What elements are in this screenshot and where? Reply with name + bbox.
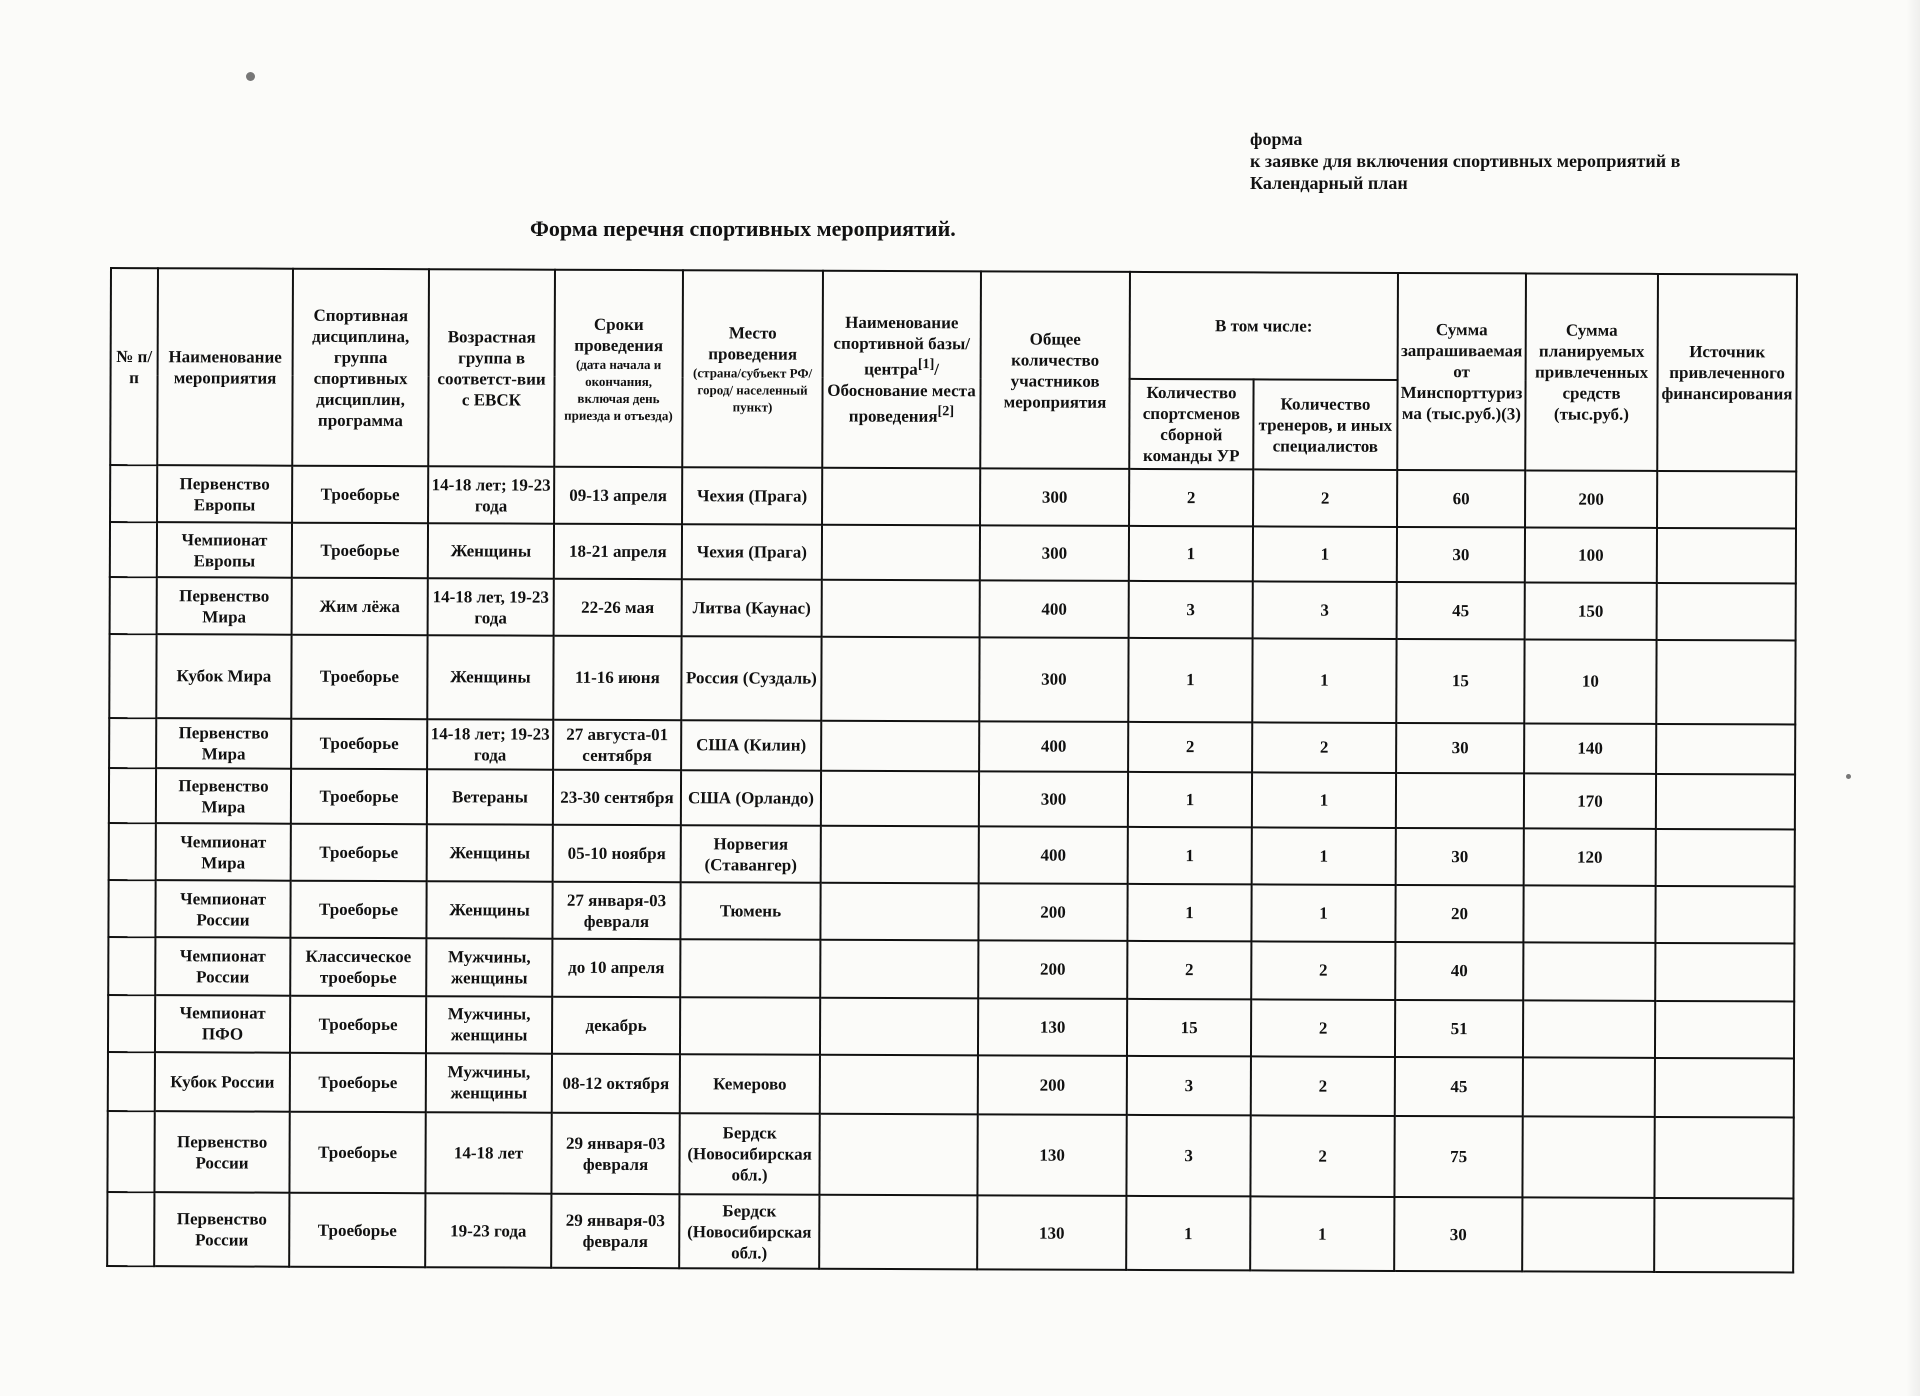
- cell-funding-source: [1656, 640, 1795, 724]
- cell-funding-source: [1655, 1000, 1794, 1058]
- cell-coaches-count: 1: [1253, 527, 1397, 582]
- cell-funding-source: [1655, 886, 1794, 944]
- cell-discipline: Классическое троеборье: [290, 938, 426, 996]
- cell-athletes-count: 15: [1127, 998, 1251, 1056]
- cell-place: Норвегия (Ставангер): [681, 825, 821, 883]
- footnote-ref-1[interactable]: [1]: [917, 356, 935, 373]
- header-athletes-count: Количество спортсменов сборной команды УР: [1129, 379, 1253, 469]
- cell-event-name: Чемпионат Мира: [156, 823, 291, 881]
- cell-age-group: 19-23 года: [425, 1193, 551, 1267]
- cell-requested-amount: 75: [1394, 1116, 1522, 1198]
- form-annotation-line: к заявке для включения спортивных мероприятий в: [1250, 151, 1681, 171]
- cell-total-participants: 200: [978, 884, 1127, 942]
- cell-age-group: Мужчины, женщины: [426, 996, 552, 1054]
- cell-event-name: Кубок Мира: [156, 634, 291, 718]
- cell-sports-base: [822, 525, 980, 581]
- cell-event-name: Первенство России: [154, 1192, 289, 1266]
- header-place: [682, 270, 823, 468]
- cell-planned-amount: 100: [1525, 528, 1657, 583]
- cell-discipline: Троеборье: [290, 995, 426, 1053]
- cell-age-group: Женщины: [427, 824, 553, 882]
- cell-age-group: 14-18 лет; 19-23 года: [428, 466, 554, 524]
- cell-total-participants: 130: [977, 1114, 1126, 1196]
- table-row: [108, 937, 1794, 1001]
- cell-sports-base: [820, 940, 978, 998]
- cell-event-name: Чемпионат Европы: [157, 522, 292, 577]
- header-base-justification: / Обоснование места проведения: [827, 360, 976, 426]
- cell-discipline: Троеборье: [289, 1112, 425, 1194]
- scan-speck: [1846, 774, 1851, 779]
- table-row: [109, 634, 1795, 724]
- header-event-name: Наименование мероприятия: [157, 268, 293, 466]
- cell-total-participants: 200: [978, 941, 1127, 999]
- table-row: [109, 768, 1795, 829]
- cell-num: [110, 465, 157, 522]
- header-planned-amount: Сумма планируемых привлеченных средств (тыс.руб.): [1525, 273, 1658, 471]
- cell-sports-base: [821, 720, 979, 771]
- cell-coaches-count: 2: [1251, 999, 1395, 1057]
- cell-dates: 27 августа-01 сентября: [553, 719, 681, 770]
- cell-discipline: Троеборье: [291, 824, 427, 882]
- cell-dates: 09-13 апреля: [554, 467, 682, 525]
- cell-athletes-count: 1: [1128, 827, 1252, 885]
- table-row: [110, 465, 1796, 529]
- table-row: [107, 1192, 1793, 1272]
- cell-dates: 22-26 мая: [554, 579, 682, 637]
- cell-discipline: Троеборье: [291, 769, 427, 824]
- cell-athletes-count: 2: [1129, 469, 1253, 527]
- table-row: [107, 1111, 1793, 1199]
- scan-edge-shadow: [1906, 0, 1920, 1396]
- header-requested-amount: Сумма запрашиваемая от Минспорттуризма (тыс.руб.)(3): [1397, 273, 1526, 470]
- cell-total-participants: 300: [979, 638, 1128, 722]
- cell-place: Чехия (Прага): [682, 524, 822, 579]
- cell-requested-amount: 30: [1397, 527, 1525, 582]
- cell-athletes-count: 1: [1126, 1196, 1250, 1270]
- cell-discipline: Жим лёжа: [292, 578, 428, 636]
- cell-dates: до 10 апреля: [552, 939, 680, 997]
- cell-dates: 29 января-03 февраля: [551, 1194, 679, 1268]
- cell-sports-base: [821, 637, 979, 721]
- cell-num: [110, 577, 157, 634]
- cell-age-group: Мужчины, женщины: [426, 939, 552, 997]
- cell-num: [109, 718, 156, 769]
- header-age-group: Возрастная группа в соответст-вии с ЕВСК: [428, 269, 555, 466]
- cell-event-name: Первенство России: [154, 1111, 289, 1193]
- cell-coaches-count: 1: [1252, 639, 1396, 723]
- cell-requested-amount: 30: [1396, 723, 1524, 774]
- cell-sports-base: [822, 580, 980, 638]
- cell-num: [108, 1052, 155, 1112]
- cell-dates: 27 января-03 февраля: [552, 882, 680, 940]
- cell-total-participants: 300: [979, 772, 1128, 828]
- cell-planned-amount: 10: [1524, 640, 1656, 724]
- header-discipline: Спортивная дисциплина, группа спортивных дисциплин, программа: [292, 269, 429, 467]
- cell-event-name: Первенство Европы: [157, 465, 292, 523]
- cell-place: Бердск (Новосибирская обл.): [679, 1194, 819, 1268]
- cell-place: Кемерово: [680, 1054, 820, 1114]
- table-row: [108, 1052, 1794, 1118]
- cell-planned-amount: [1523, 943, 1655, 1001]
- cell-total-participants: 200: [978, 1055, 1127, 1115]
- cell-total-participants: 300: [980, 525, 1129, 581]
- form-annotation-line: форма: [1250, 129, 1303, 149]
- cell-planned-amount: 140: [1524, 723, 1656, 774]
- cell-requested-amount: 30: [1394, 1197, 1522, 1271]
- cell-dates: 29 января-03 февраля: [551, 1113, 679, 1195]
- cell-sports-base: [820, 1054, 978, 1114]
- cell-event-name: Первенство Мира: [157, 577, 292, 635]
- cell-athletes-count: 3: [1126, 1115, 1250, 1197]
- cell-funding-source: [1656, 829, 1795, 887]
- cell-requested-amount: 15: [1396, 639, 1524, 723]
- document-title: Форма перечня спортивных мероприятий.: [530, 216, 956, 241]
- cell-coaches-count: 1: [1252, 773, 1396, 828]
- footnote-ref-2[interactable]: [2]: [937, 403, 955, 420]
- cell-place: Россия (Суздаль): [681, 636, 821, 720]
- table-row: [110, 522, 1796, 583]
- cell-dates: декабрь: [552, 996, 680, 1054]
- cell-age-group: 14-18 лет, 19-23 года: [428, 578, 554, 636]
- cell-requested-amount: 20: [1395, 885, 1523, 943]
- header-place-main: Место проведения: [708, 323, 798, 364]
- cell-place: Чехия (Прага): [682, 467, 822, 525]
- cell-total-participants: 300: [980, 468, 1129, 526]
- header-funding-source: Источник привлеченного финансирования: [1657, 274, 1797, 472]
- header-dates: [554, 270, 683, 467]
- cell-athletes-count: 3: [1127, 1056, 1251, 1116]
- cell-requested-amount: 40: [1395, 942, 1523, 1000]
- cell-dates: 08-12 октября: [552, 1053, 680, 1113]
- table-row: [109, 823, 1795, 887]
- header-base-text: Наименование спортивной базы/центра: [833, 313, 971, 380]
- cell-athletes-count: 2: [1128, 722, 1252, 773]
- cell-num: [108, 880, 155, 937]
- cell-event-name: Кубок России: [155, 1052, 290, 1112]
- form-annotation-line: Календарный план: [1250, 173, 1408, 193]
- cell-age-group: 14-18 лет; 19-23 года: [427, 719, 553, 770]
- cell-coaches-count: 2: [1253, 469, 1397, 527]
- cell-discipline: Троеборье: [290, 1052, 426, 1112]
- cell-requested-amount: 45: [1395, 1057, 1523, 1117]
- cell-coaches-count: 1: [1252, 828, 1396, 886]
- header-dates-main: Сроки проведения: [574, 314, 664, 355]
- cell-funding-source: [1657, 583, 1796, 641]
- cell-num: [109, 768, 156, 823]
- cell-total-participants: 400: [979, 721, 1128, 772]
- cell-planned-amount: [1522, 1198, 1654, 1272]
- cell-athletes-count: 3: [1129, 581, 1253, 639]
- cell-requested-amount: 60: [1397, 470, 1525, 528]
- cell-dates: 23-30 сентября: [553, 770, 681, 825]
- cell-planned-amount: [1522, 1116, 1654, 1198]
- cell-discipline: Троеборье: [292, 523, 428, 578]
- cell-age-group: Женщины: [427, 635, 553, 719]
- cell-place: Тюмень: [680, 882, 820, 940]
- cell-planned-amount: 150: [1525, 582, 1657, 640]
- cell-num: [109, 634, 156, 718]
- cell-total-participants: 130: [978, 998, 1127, 1056]
- cell-total-participants: 130: [977, 1196, 1126, 1270]
- cell-coaches-count: 2: [1251, 1056, 1395, 1116]
- cell-planned-amount: [1523, 1000, 1655, 1058]
- cell-discipline: Троеборье: [290, 881, 426, 939]
- cell-coaches-count: 1: [1250, 1197, 1394, 1271]
- table-row: [109, 718, 1795, 775]
- cell-place: США (Килин): [681, 720, 821, 771]
- cell-requested-amount: [1396, 773, 1524, 828]
- cell-sports-base: [821, 826, 979, 884]
- cell-coaches-count: 2: [1250, 1115, 1394, 1197]
- cell-place: США (Орландо): [681, 770, 821, 825]
- cell-dates: 18-21 апреля: [554, 524, 682, 579]
- cell-place: Литва (Каунас): [682, 579, 822, 637]
- cell-requested-amount: 45: [1397, 582, 1525, 640]
- cell-event-name: Первенство Мира: [156, 718, 291, 769]
- table-row: [108, 880, 1794, 944]
- cell-funding-source: [1656, 774, 1795, 829]
- cell-sports-base: [820, 883, 978, 941]
- cell-athletes-count: 1: [1127, 884, 1251, 942]
- cell-funding-source: [1657, 528, 1796, 583]
- cell-dates: 11-16 июня: [553, 636, 681, 720]
- cell-athletes-count: 1: [1129, 526, 1253, 581]
- cell-num: [109, 823, 156, 880]
- form-annotation: [1250, 128, 1680, 194]
- cell-funding-source: [1656, 724, 1795, 775]
- cell-age-group: 14-18 лет: [425, 1112, 551, 1194]
- cell-event-name: Чемпионат ПФО: [155, 995, 290, 1053]
- cell-coaches-count: 3: [1253, 581, 1397, 639]
- cell-discipline: Троеборье: [291, 635, 427, 719]
- scan-speck: [246, 72, 255, 81]
- cell-athletes-count: 2: [1127, 941, 1251, 999]
- cell-sports-base: [820, 997, 978, 1055]
- cell-num: [107, 1111, 154, 1192]
- header-total-participants: Общее количество участников мероприятия: [980, 271, 1130, 469]
- header-dates-note: (дата начала и окончания, включая день приезда и отъезда): [564, 356, 673, 423]
- cell-event-name: Чемпионат России: [155, 880, 290, 938]
- header-including: В том числе:: [1130, 272, 1398, 380]
- events-table: [106, 267, 1798, 1273]
- cell-discipline: Троеборье: [292, 466, 428, 524]
- cell-age-group: Женщины: [426, 882, 552, 940]
- cell-place: [680, 940, 820, 998]
- table-row: [108, 995, 1794, 1059]
- cell-planned-amount: [1523, 886, 1655, 944]
- cell-discipline: Троеборье: [291, 718, 427, 769]
- cell-dates: 05-10 ноября: [553, 825, 681, 883]
- cell-funding-source: [1654, 1198, 1793, 1272]
- cell-age-group: Мужчины, женщины: [426, 1053, 552, 1113]
- cell-num: [107, 1192, 154, 1266]
- cell-requested-amount: 51: [1395, 999, 1523, 1057]
- table-row: [110, 577, 1796, 641]
- cell-athletes-count: 1: [1128, 772, 1252, 827]
- cell-event-name: Чемпионат России: [155, 938, 290, 996]
- cell-place: Бердск (Новосибирская обл.): [679, 1113, 819, 1195]
- cell-age-group: Ветераны: [427, 769, 553, 824]
- cell-coaches-count: 2: [1252, 722, 1396, 773]
- header-place-note: (страна/субъект РФ/ город/ населенный пункт): [693, 365, 813, 415]
- header-sports-base: [822, 271, 981, 469]
- cell-sports-base: [819, 1114, 977, 1196]
- cell-planned-amount: [1523, 1057, 1655, 1117]
- cell-num: [108, 937, 155, 994]
- cell-planned-amount: 170: [1524, 774, 1656, 829]
- cell-place: [680, 997, 820, 1055]
- cell-funding-source: [1657, 471, 1796, 529]
- cell-athletes-count: 1: [1128, 638, 1252, 722]
- cell-funding-source: [1655, 1058, 1794, 1118]
- cell-total-participants: 400: [980, 580, 1129, 638]
- cell-sports-base: [821, 771, 979, 827]
- cell-event-name: Первенство Мира: [156, 768, 291, 823]
- cell-total-participants: 400: [979, 826, 1128, 884]
- cell-planned-amount: 120: [1524, 829, 1656, 887]
- header-num: № п/п: [110, 268, 158, 465]
- cell-age-group: Женщины: [428, 523, 554, 578]
- cell-sports-base: [819, 1195, 977, 1269]
- cell-funding-source: [1655, 943, 1794, 1001]
- cell-planned-amount: 200: [1525, 470, 1657, 528]
- header-coaches-count: Количество тренеров, и иных специалистов: [1253, 379, 1397, 470]
- cell-num: [108, 995, 155, 1052]
- cell-funding-source: [1654, 1117, 1793, 1199]
- cell-coaches-count: 1: [1251, 885, 1395, 943]
- cell-sports-base: [822, 468, 980, 526]
- cell-coaches-count: 2: [1251, 942, 1395, 1000]
- cell-discipline: Троеборье: [289, 1193, 425, 1267]
- events-table-body: [107, 465, 1796, 1272]
- cell-requested-amount: 30: [1396, 828, 1524, 886]
- cell-num: [110, 522, 157, 577]
